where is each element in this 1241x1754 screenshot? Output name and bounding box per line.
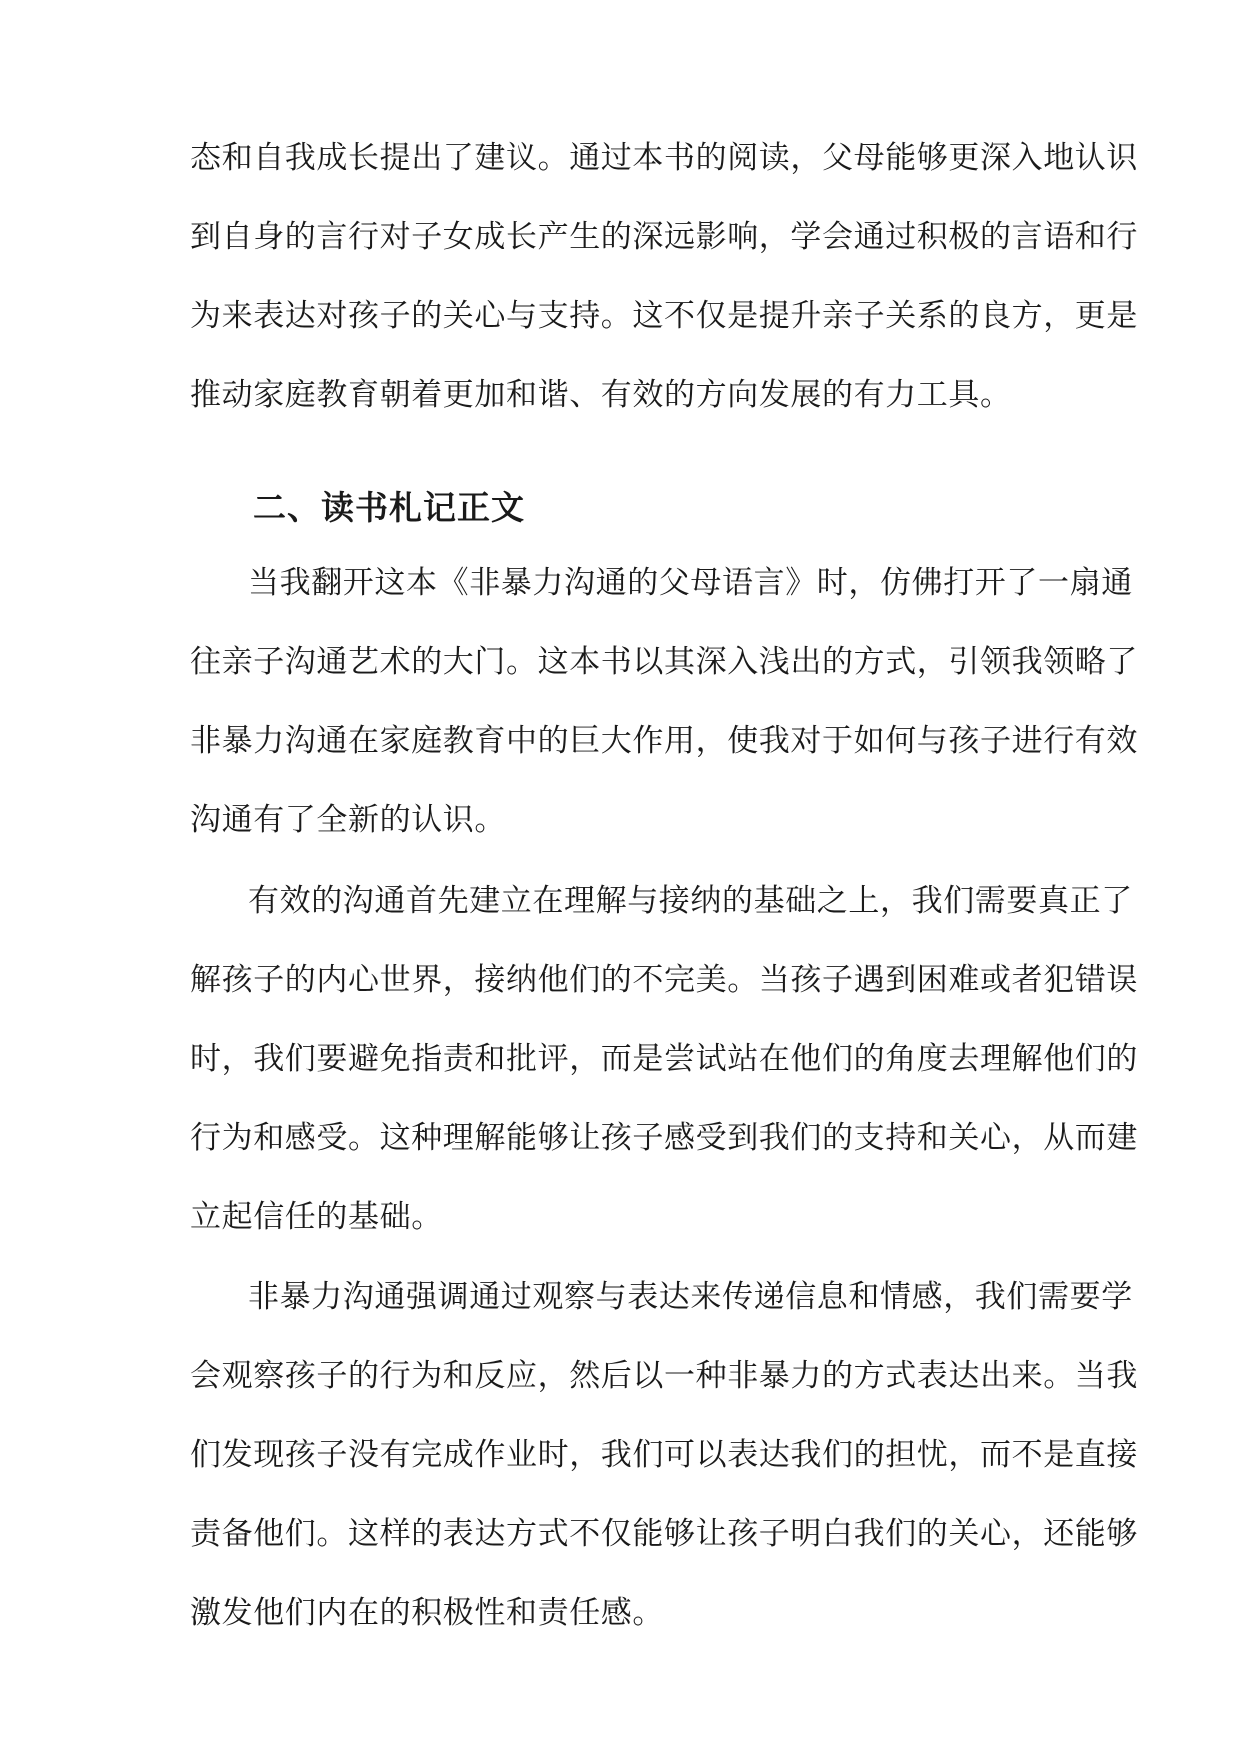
intro-line-2: 到自身的言行对子女成长产生的深远影响，学会通过积极的言语和行	[190, 219, 1138, 255]
paragraph-3-line-3: 们发现孩子没有完成作业时，我们可以表达我们的担忧，而不是直接	[190, 1437, 1138, 1473]
paragraph-3-line-1: 非暴力沟通强调通过观察与表达来传递信息和情感，我们需要学	[248, 1279, 1133, 1315]
intro-line-1: 态和自我成长提出了建议。通过本书的阅读，父母能够更深入地认识	[190, 140, 1138, 176]
paragraph-1-line-4: 沟通有了全新的认识。	[190, 802, 506, 838]
paragraph-2-line-2: 解孩子的内心世界，接纳他们的不完美。当孩子遇到困难或者犯错误	[190, 962, 1138, 998]
paragraph-1-line-3: 非暴力沟通在家庭教育中的巨大作用，使我对于如何与孩子进行有效	[190, 723, 1138, 759]
paragraph-2-line-3: 时，我们要避免指责和批评，而是尝试站在他们的角度去理解他们的	[190, 1041, 1138, 1077]
paragraph-3-line-2: 会观察孩子的行为和反应，然后以一种非暴力的方式表达出来。当我	[190, 1358, 1138, 1394]
intro-line-3: 为来表达对孩子的关心与支持。这不仅是提升亲子关系的良方，更是	[190, 298, 1138, 334]
paragraph-2-line-4: 行为和感受。这种理解能够让孩子感受到我们的支持和关心，从而建	[190, 1120, 1138, 1156]
paragraph-2-line-5: 立起信任的基础。	[190, 1199, 443, 1235]
intro-line-4: 推动家庭教育朝着更加和谐、有效的方向发展的有力工具。	[190, 377, 1012, 413]
paragraph-3-line-4: 责备他们。这样的表达方式不仅能够让孩子明白我们的关心，还能够	[190, 1516, 1138, 1552]
paragraph-1-line-1: 当我翻开这本《非暴力沟通的父母语言》时，仿佛打开了一扇通	[248, 565, 1133, 601]
paragraph-3-line-5: 激发他们内在的积极性和责任感。	[190, 1595, 664, 1631]
section-heading: 二、读书札记正文	[253, 488, 525, 527]
paragraph-1-line-2: 往亲子沟通艺术的大门。这本书以其深入浅出的方式，引领我领略了	[190, 644, 1138, 680]
paragraph-2-line-1: 有效的沟通首先建立在理解与接纳的基础之上，我们需要真正了	[248, 883, 1133, 919]
